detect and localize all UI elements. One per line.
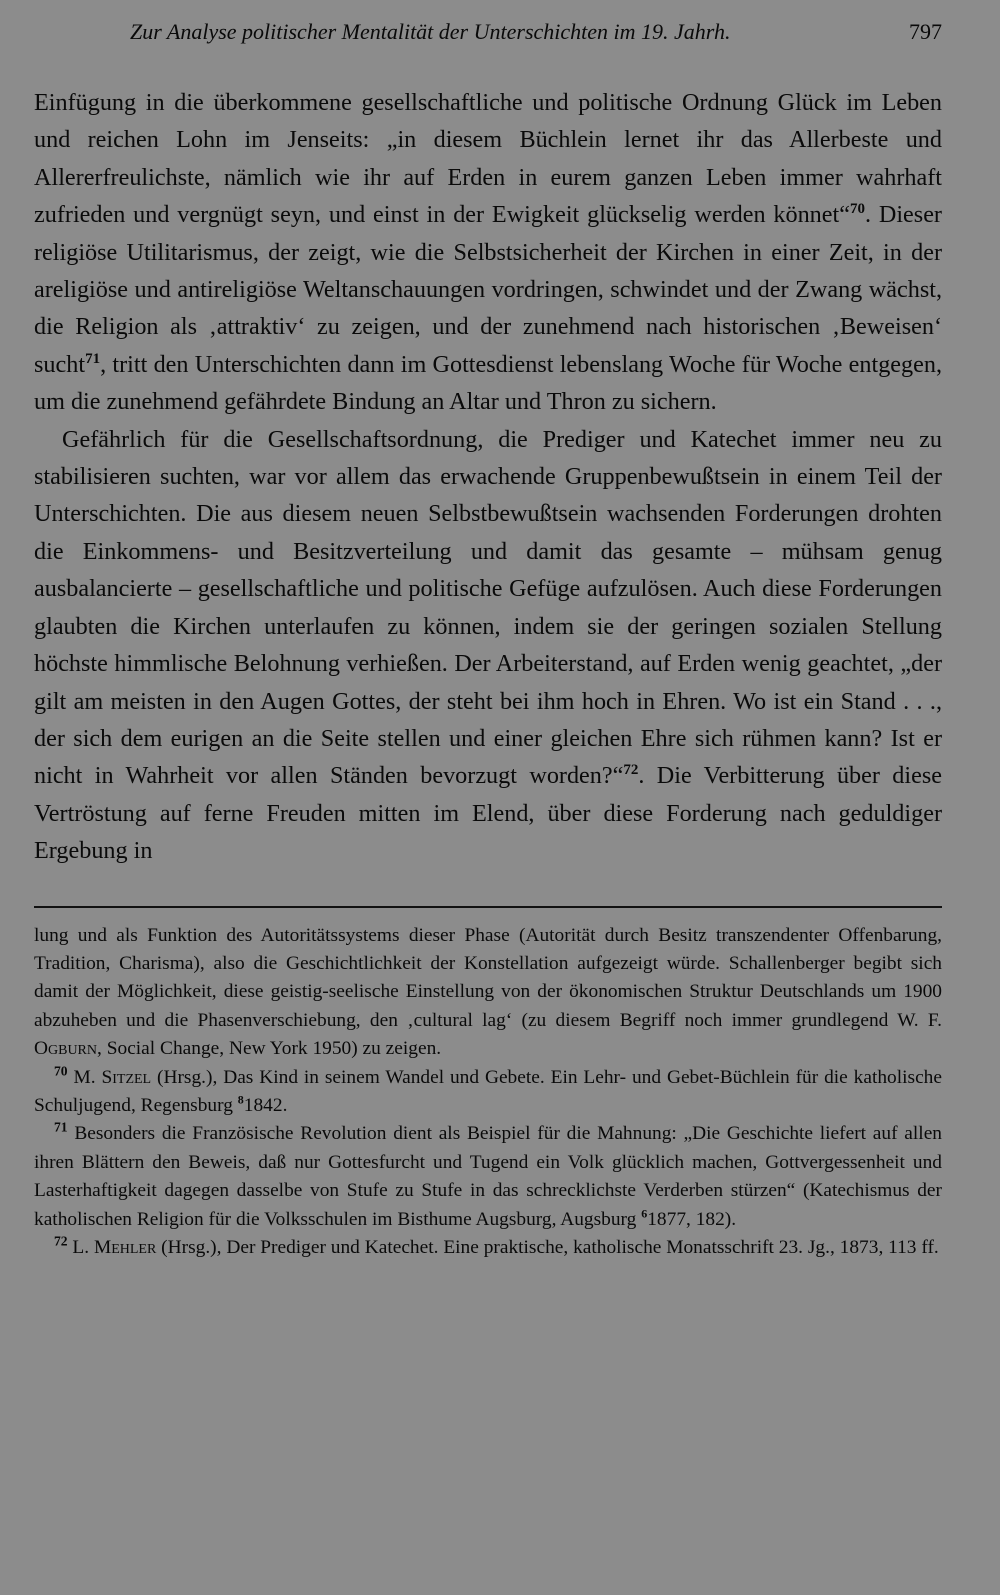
footnote-continuation-text-a: lung und als Funktion des Autoritätssystems dieser Phase (Autorität durch Besitz transzendenter Offenbarung, Tradition, Charisma), also die Geschichtlichkeit der Konstellation aufgezeigt würde. Schallenberger begibt sich damit der Möglichkeit, diese geistig-seelische Einstellung von der ökonomischen Struktur Deutschlands um 1900 abzuheben und die Phasenverschiebung, den ‚cultural lag‘ (zu diesem Begriff noch immer grundlegend W. F. [34, 924, 942, 1031]
footnote-72-mark: 72 [54, 1233, 68, 1249]
footnote-71 [34, 1120, 942, 1234]
footnote-70-mark: 70 [54, 1063, 68, 1079]
footnote-author-ogburn: Ogburn [34, 1038, 98, 1060]
footnote-72 [34, 1234, 942, 1262]
footnote-70 [34, 1064, 942, 1121]
footnote-71-edition: 6 [641, 1206, 648, 1221]
footnote-rule [34, 906, 942, 908]
paragraph-2 [34, 421, 942, 870]
running-title: Zur Analyse politischer Mentalität der Unterschichten im 19. Jahrh. [130, 19, 731, 44]
footnote-ref-72: 72 [623, 762, 639, 779]
footnote-70-text-a: M. [67, 1066, 102, 1088]
main-text [34, 84, 942, 870]
footnote-71-mark: 71 [54, 1119, 68, 1135]
footnote-72-author: Mehler [93, 1237, 157, 1258]
running-head [34, 18, 942, 54]
page-number: 797 [909, 19, 942, 44]
paragraph-2-text-a: Gefährlich für die Gesellschaftsordnung, die Prediger und Katechet immer neu zu stabilisieren suchten, war vor allem das erwachende Gruppenbewußtsein in einem Teil der Unterschichten. Die aus diesem neuen Selbstbewußtsein wachsenden Forderungen drohten die Einkommens- und Besitzverteilung und damit das gesamte – mühsam genug ausbalancierte – gesellschaftliche und politische Gefüge aufzulösen. Auch diese Forderungen glaubten die Kirchen unterlaufen zu können, indem sie der geringen sozialen Stellung höchste himmlische Belohnung verhießen. Der Arbeiterstand, auf Erden wenig geachtet, „der gilt am meisten in den Augen Gottes, der steht bei ihm hoch in Ehren. Wo ist ein Stand . . ., der sich dem eurigen an die Seite stellen und einer gleichen Ehre sich rühmen kann? Ist er nicht in Wahrheit vor allen Ständen bevorzugt worden?“ [34, 425, 942, 790]
footnotes [34, 922, 942, 1263]
footnote-72-text-a: L. [67, 1237, 94, 1258]
footnote-70-edition: 8 [237, 1092, 244, 1107]
footnote-ref-71: 71 [85, 350, 101, 367]
paragraph-1-text-c: , tritt den Unterschichten dann im Gottesdienst lebenslang Woche für Woche entgegen, um die zunehmend gefährdete Bindung an Altar und Thron zu sichern. [34, 350, 942, 416]
paragraph-1-text-a: Einfügung in die überkommene gesellschaftliche und politische Ordnung Glück im Leben und reichen Lohn im Jenseits: „in diesem Büchlein lernet ihr das Allerbeste und Allererfreulichste, nämlich wie ihr auf Erden in eurem ganzen Leben immer wahrhaft zufrieden und vergnügt seyn, und einst in der Ewigkeit glückselig werden könnet“ [34, 89, 942, 229]
footnote-continuation [34, 922, 942, 1064]
paragraph-2-text-b: . Die Verbitterung über diese Vertröstung auf ferne Freuden mitten im Elend, über diese Forderung nach geduldiger Ergebung in [34, 762, 942, 865]
footnote-71-text-b: 1877, 182). [647, 1208, 737, 1230]
footnote-71-text-a: Besonders die Französische Revolution dient als Beispiel für die Mahnung: „Die Geschichte liefert auf allen ihren Blättern den Beweis, daß nur Gottesfurcht und Tugend ein Volk glücklich machen, Gottvergessenheit und Lasterhaftigkeit dagegen dasselbe von Stufe zu Stufe in das schrecklichste Verderben stürzen“ (Katechismus der katholischen Religion für die Volksschulen im Bisthume Augsburg, Augsburg [34, 1123, 942, 1230]
footnote-70-text-b: (Hrsg.), Das Kind in seinem Wandel und Gebete. Ein Lehr- und Gebet-Büchlein für die katholische Schuljugend, Regensburg [34, 1066, 942, 1116]
footnote-ref-70: 70 [849, 201, 865, 218]
paragraph-1-text-b: . Dieser religiöse Utilitarismus, der zeigt, wie die Selbstsicherheit der Kirchen in einer Zeit, in der areligiöse und antireligiöse Weltanschauungen vordringen, schwindet und der Zwang wächst, die Religion als ‚attraktiv‘ zu zeigen, und der zunehmend nach historischen ‚Beweisen‘ sucht [34, 201, 942, 378]
footnote-70-author: Sitzel [101, 1066, 152, 1088]
footnote-continuation-text-b: , Social Change, New York 1950) zu zeigen. [97, 1038, 442, 1060]
paragraph-1 [34, 84, 942, 421]
footnote-72-text-b: (Hrsg.), Der Prediger und Katechet. Eine praktische, katholische Monatsschrift 23. Jg., 1873, 113 ff. [156, 1237, 939, 1258]
footnote-70-text-c: 1842. [243, 1094, 288, 1116]
